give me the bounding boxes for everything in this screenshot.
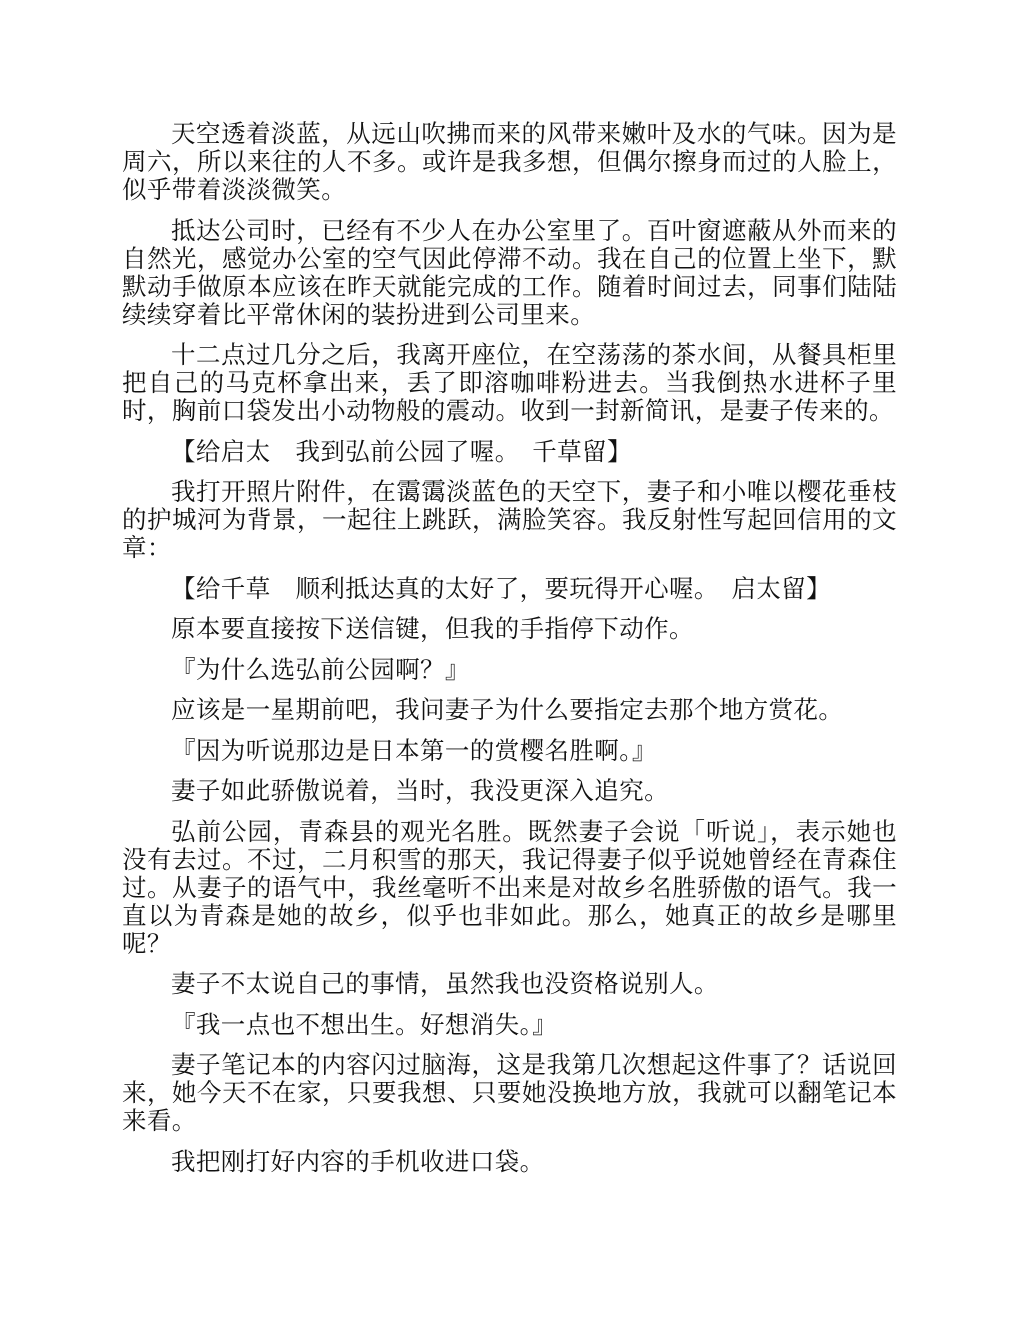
notebook-quote: 『我一点也不想出生。好想消失。』 bbox=[171, 1009, 558, 1039]
paragraph-photo-attachment: 我打开照片附件，在霭霭淡蓝色的天空下，妻子和小唯以樱花垂枝的护城河为背景，一起往上跳跃，满脸笑容。我反射性写起回信用的文章： bbox=[122, 477, 897, 562]
paragraph-notebook-memory: 妻子笔记本的内容闪过脑海，这是我第几次想起这件事了？话说回来，她今天不在家，只要我想、只要她没换地方放，我就可以翻笔记本来看。 bbox=[122, 1050, 897, 1135]
paragraph-send-pause: 原本要直接按下送信键，但我的手指停下动作。 bbox=[171, 614, 694, 643]
reply-message: 【给千草 顺利抵达真的太好了，要玩得开心喔。 启太留】 bbox=[171, 573, 832, 603]
paragraph-hirosaki-park: 弘前公园，青森县的观光名胜。既然妻子会说「听说」，表示她也没有去过。不过，二月积雪的那天，我记得妻子似乎说她曾经在青森住过。从妻子的语气中，我丝毫听不出来是对故乡名胜骄傲的语气。我一直以为青森是她的故乡，似乎也非如此。那么，她真正的故乡是哪里呢？ bbox=[122, 816, 897, 958]
paragraph-office: 抵达公司时，已经有不少人在办公室里了。百叶窗遮蔽从外而来的自然光，感觉办公室的空气因此停滞不动。我在自己的位置上坐下，默默动手做原本应该在昨天就能完成的工作。随着时间过去，同事们陆陆续续穿着比平常休闲的装扮进到公司里来。 bbox=[122, 215, 897, 329]
paragraph-phone-pocket: 我把刚打好内容的手机收进口袋。 bbox=[171, 1146, 545, 1176]
paragraph-tea-room: 十二点过几分之后，我离开座位，在空荡荡的茶水间，从餐具柜里把自己的马克杯拿出来，丢了即溶咖啡粉进去。当我倒热水进杯子里时，胸前口袋发出小动物般的震动。收到一封新简讯，是妻子传来的。 bbox=[122, 340, 897, 425]
dialogue-answer: 『因为听说那边是日本第一的赏樱名胜啊。』 bbox=[171, 735, 657, 765]
dialogue-question: 『为什么选弘前公园啊？』 bbox=[171, 654, 470, 684]
paragraph-wife-private: 妻子不太说自己的事情，虽然我也没资格说别人。 bbox=[171, 969, 719, 998]
paragraph-arrival-weather: 天空透着淡蓝，从远山吹拂而来的风带来嫩叶及水的气味。因为是周六，所以来往的人不多。或许是我多想，但偶尔擦身而过的人脸上，似乎带着淡淡微笑。 bbox=[122, 119, 897, 204]
message-from-wife: 【给启太 我到弘前公园了喔。 千草留】 bbox=[171, 436, 632, 466]
document-page bbox=[122, 120, 897, 1188]
paragraph-week-ago: 应该是一星期前吧，我问妻子为什么要指定去那个地方赏花。 bbox=[171, 695, 844, 724]
paragraph-proud: 妻子如此骄傲说着，当时，我没更深入追究。 bbox=[171, 776, 669, 805]
